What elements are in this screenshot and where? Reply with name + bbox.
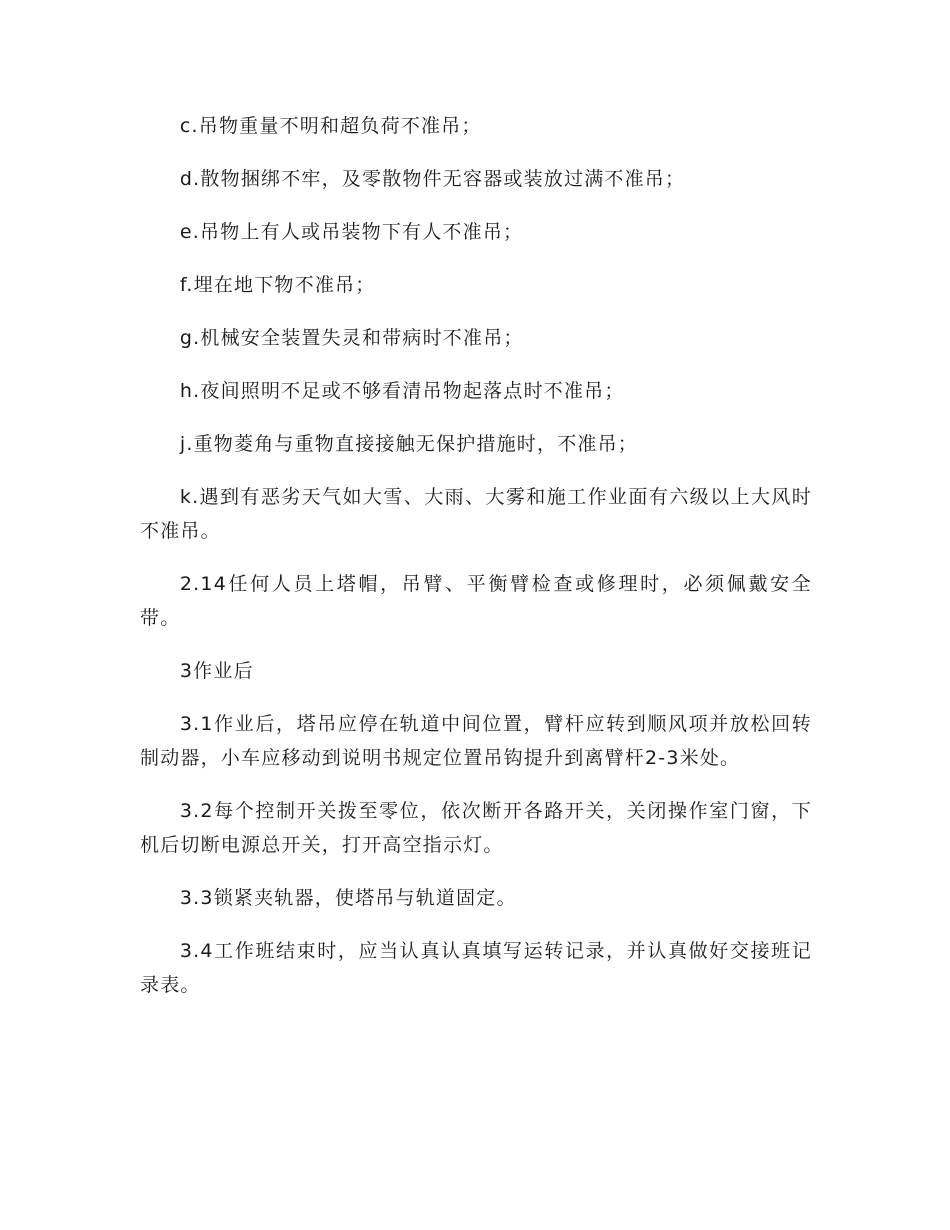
document-body — [140, 109, 812, 1002]
paragraph-item-c: c.吊物重量不明和超负荷不准吊； — [179, 115, 482, 137]
paragraph-item-k: k.遇到有恶劣天气如大雪、大雨、大雾和施工作业面有六级以上大风时不准吊。 — [140, 486, 812, 542]
paragraph-item-g: g.机械安全装置失灵和带病时不准吊； — [179, 327, 524, 349]
section-heading-3: 3作业后 — [179, 660, 254, 682]
paragraph-item-f: f.埋在地下物不准吊； — [179, 274, 376, 296]
paragraph-3-4: 3.4工作班结束时，应当认真认真填写运转记录，并认真做好交接班记录表。 — [140, 940, 812, 996]
paragraph-item-d: d.散物捆绑不牢，及零散物件无容器或装放过满不准吊； — [179, 168, 686, 190]
paragraph-item-e: e.吊物上有人或吊装物下有人不准吊； — [179, 221, 524, 243]
paragraph-2-14: 2.14任何人员上塔帽，吊臂、平衡臂检查或修理时，必须佩戴安全带。 — [140, 573, 812, 629]
paragraph-item-h: h.夜间照明不足或不够看清吊物起落点时不准吊； — [179, 380, 625, 402]
paragraph-3-3: 3.3锁紧夹轨器，使塔吊与轨道固定。 — [179, 887, 517, 909]
paragraph-3-1: 3.1作业后，塔吊应停在轨道中间位置，臂杆应转到顺风项并放松回转制动器，小车应移动到说明书规定位置吊钩提升到离臂杆2-3米处。 — [140, 713, 812, 769]
paragraph-item-j: j.重物菱角与重物直接接触无保护措施时，不准吊； — [179, 433, 639, 455]
paragraph-3-2: 3.2每个控制开关拨至零位，依次断开各路开关，关闭操作室门窗，下机后切断电源总开关，打开高空指示灯。 — [140, 800, 812, 856]
